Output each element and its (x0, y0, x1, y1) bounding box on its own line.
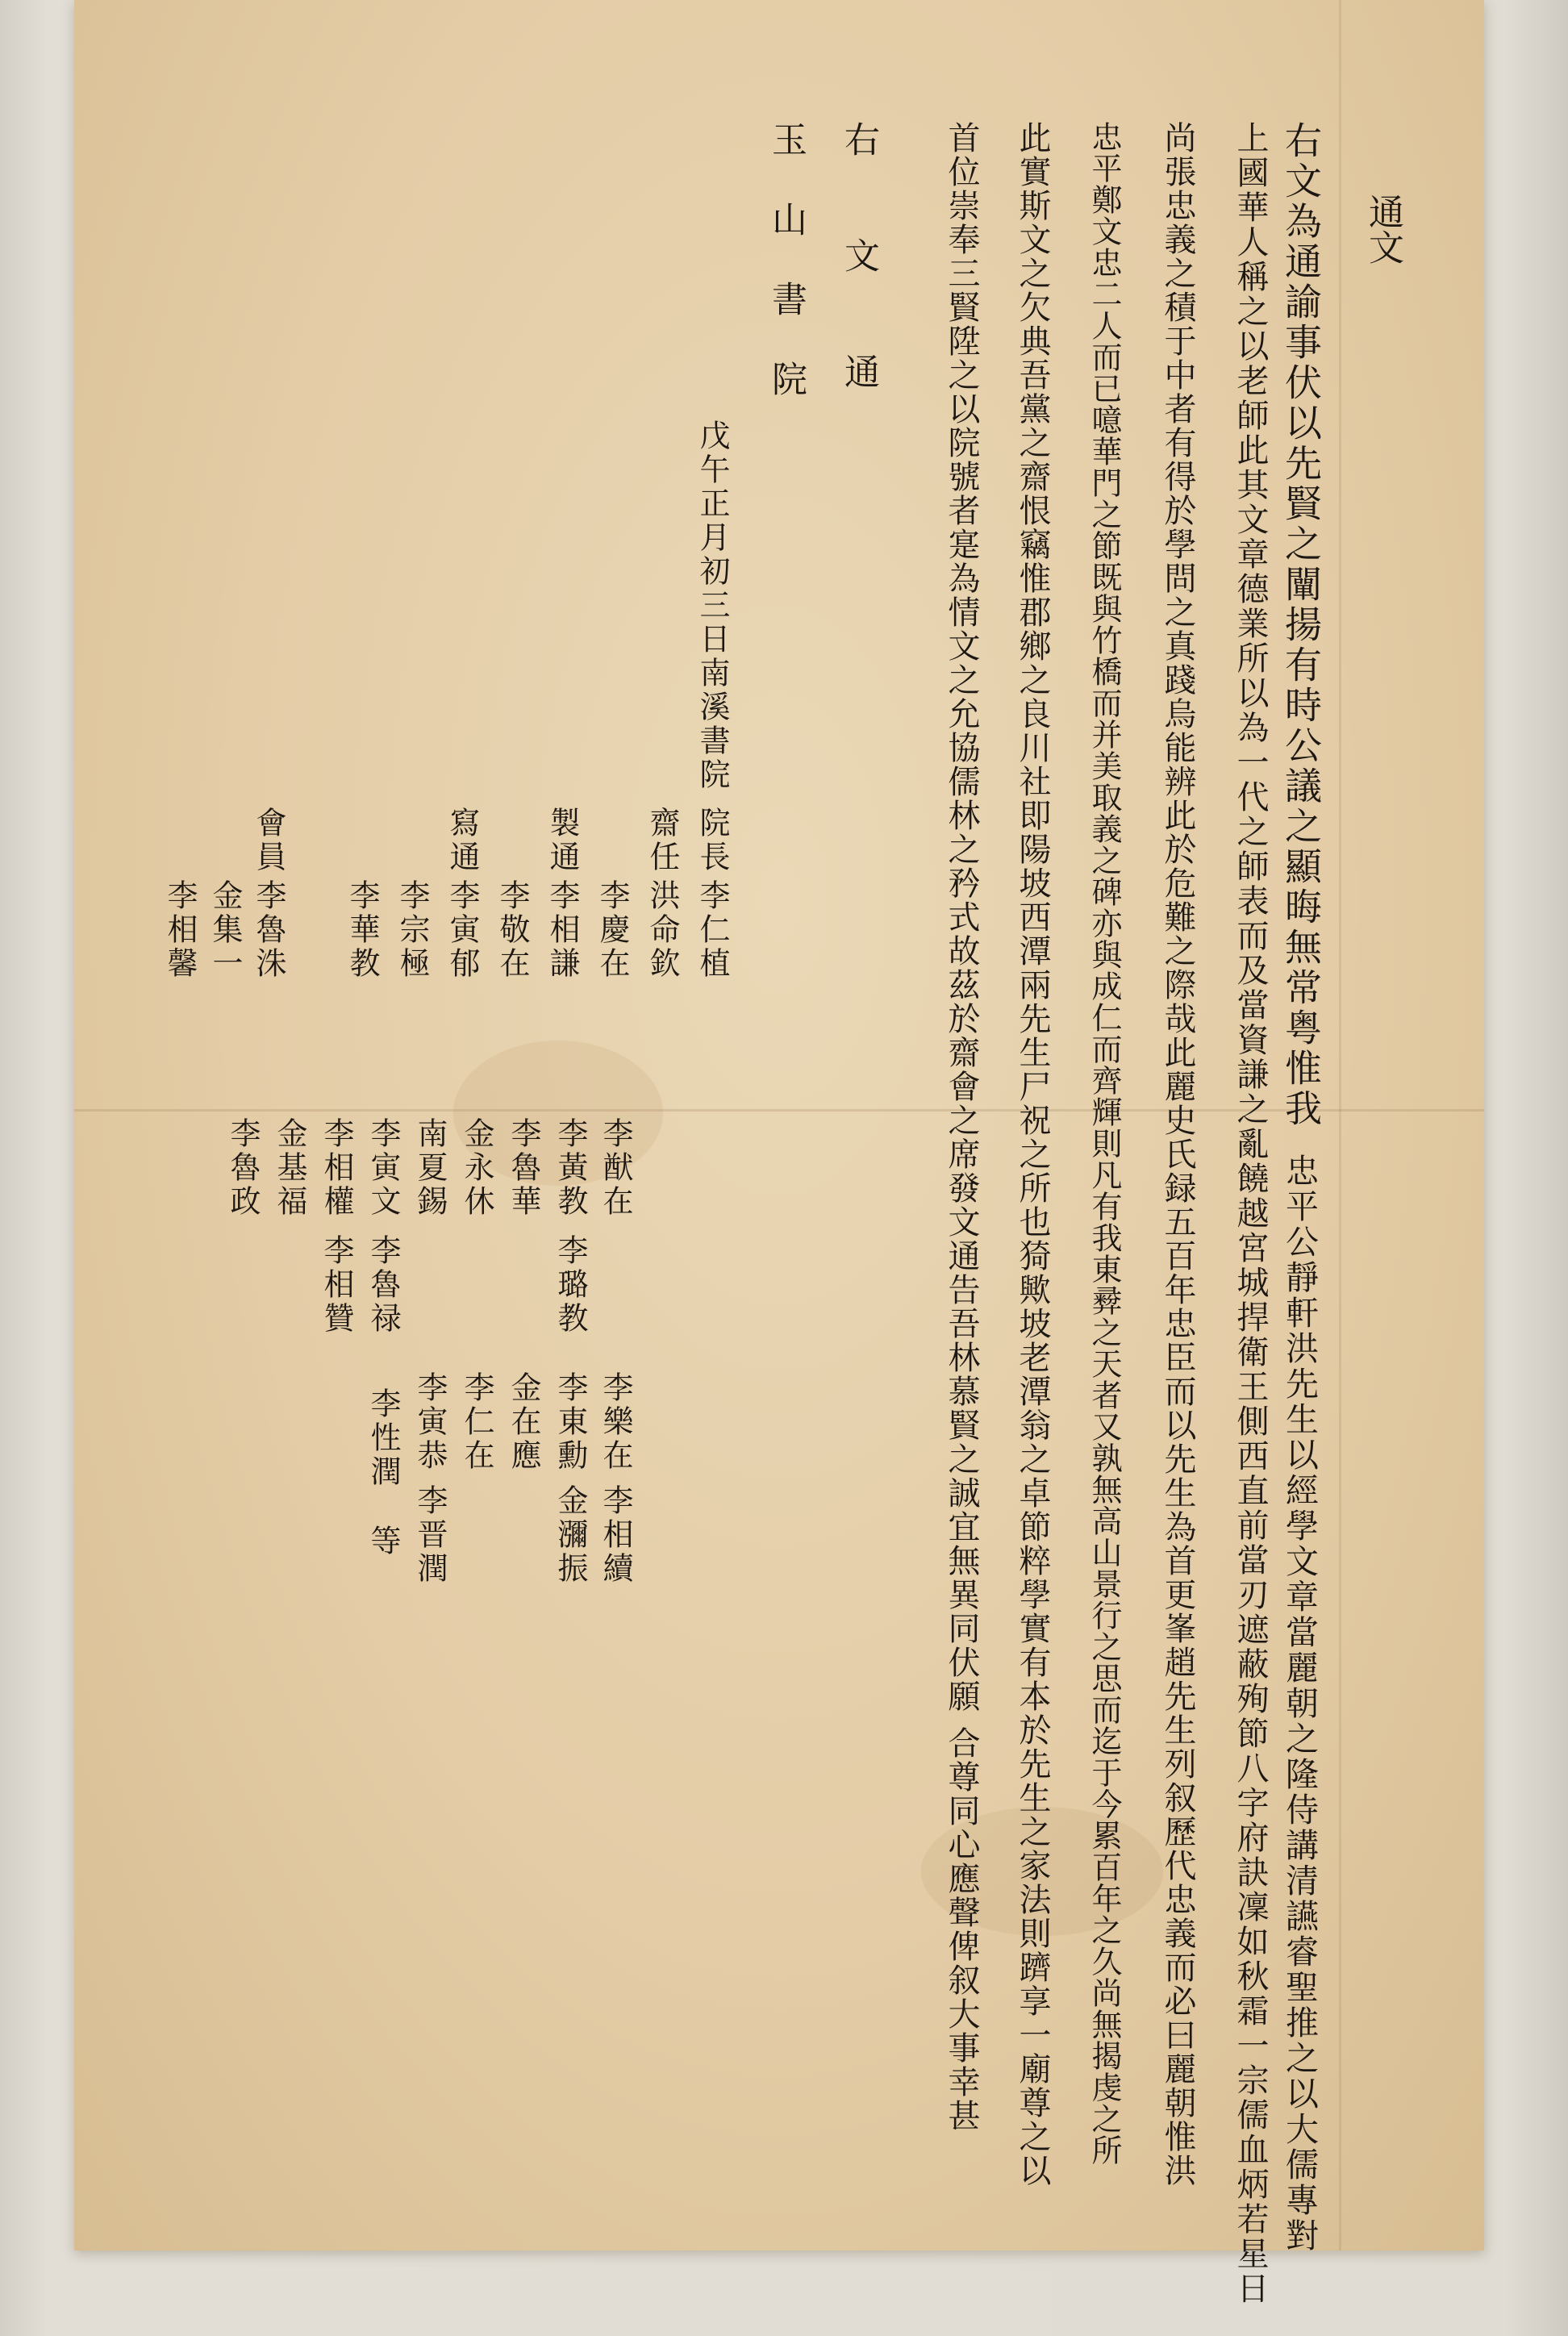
member-name: 李璐教 (553, 1234, 588, 1336)
member-name: 金基福 (272, 1117, 307, 1219)
signatory-name: 李宗極 (394, 879, 430, 981)
date-line: 戊午正月初三日南溪書院 (694, 419, 730, 792)
member-name: 金在應 (506, 1371, 541, 1473)
body-column-1: 右文為通諭事伏以先賢之闡揚有時公議之顯晦無常粤惟我 (1279, 121, 1323, 1129)
signatory-name: 李相馨 (162, 879, 198, 981)
signatory-name: 李仁植 (694, 879, 730, 981)
signatory-role: 寫通 (444, 807, 480, 874)
body-column-6-tail: 合尊同心應聲俾叙大事幸甚 (943, 1726, 980, 2133)
member-name: 李東勳 (553, 1371, 588, 1473)
member-name: 李晋潤 (412, 1484, 448, 1586)
member-name: 李相贊 (319, 1234, 354, 1336)
body-column-6: 首位崇奉三賢陞之以院號者寔為情文之允協儒林之矜式故茲於齋會之席發文通告吾林慕賢之誠宜無異同伏願 (943, 121, 980, 1713)
signatory-name: 洪命欽 (644, 879, 680, 981)
body-column-1-tail: 忠平公靜軒洪先生以經學文章當麗朝之隆侍講清讌睿聖推之以大儒專對 (1280, 1153, 1319, 2254)
member-name: 金瀰振 (553, 1484, 588, 1586)
member-name: 金永休 (459, 1117, 494, 1219)
member-name: 李相續 (598, 1484, 633, 1586)
member-name: 李猷在 (598, 1117, 633, 1219)
member-name: 李黃教 (553, 1117, 588, 1219)
member-name: 李魯華 (506, 1117, 541, 1219)
member-name: 李相權 (319, 1117, 354, 1219)
address-recipient: 玉山書院 (765, 121, 807, 440)
member-name: 李樂在 (598, 1371, 633, 1473)
signatory-name: 李寅郁 (444, 879, 480, 981)
member-name: 李仁在 (459, 1371, 494, 1473)
body-column-5: 此實斯文之欠典吾黨之齋恨竊惟郡鄉之良川社即陽坡西潭兩先生尸祝之所也猗歟坡老潭翁之卓節粹學實有本於先生之家法則躋享一廟尊之以 (1014, 121, 1051, 2188)
member-name: 南夏錫 (412, 1117, 448, 1219)
document-title: 通文 (1362, 194, 1403, 265)
document-sheet (74, 0, 1484, 2306)
signatory-role: 院長 (694, 807, 730, 874)
closing-mark: 等 (365, 1525, 401, 1558)
paper-fold (1339, 0, 1341, 2250)
signatory-name: 金集一 (207, 879, 243, 981)
body-column-3: 尚張忠義之積于中者有得於學問之真踐烏能辨此於危難之際哉此麗史氏録五百年忠臣而以先生為首更峯趙先生列叙歷代忠義而必曰麗朝惟洪 (1159, 121, 1196, 2188)
signatory-role: 齋任 (644, 807, 680, 874)
body-column-2: 上國華人稱之以老師此其文章德業所以為一代之師表而及當資謙之亂饒越宮城捍衛王側西直前當刃遮蔽殉節八字府訣凜如秋霜一宗儒血炳若星日 (1232, 121, 1269, 2306)
paper-fold (74, 1109, 1484, 1112)
signatory-name: 李魯洙 (251, 879, 286, 981)
member-name: 李性潤 (365, 1387, 401, 1489)
member-name: 李魯禄 (365, 1234, 401, 1336)
signatory-role: 製通 (544, 807, 580, 874)
signatory-name: 李華教 (344, 879, 380, 981)
body-column-4: 忠平鄭文忠二人而已噫華門之節既與竹橋而并美取義之碑亦與成仁而齊輝則凡有我東彛之天者又孰無高山景行之思而迄于今累百年之久尚無揭虔之所 (1086, 121, 1122, 2166)
signatory-name: 李敬在 (494, 879, 530, 981)
signatory-name: 李相謙 (544, 879, 580, 981)
member-name: 李魯政 (225, 1117, 261, 1219)
signatory-role: 會員 (251, 807, 286, 874)
address-to-line: 右文通 (838, 121, 879, 469)
member-name: 李寅恭 (412, 1371, 448, 1473)
signatory-name: 李慶在 (594, 879, 630, 981)
member-name: 李寅文 (365, 1117, 401, 1219)
